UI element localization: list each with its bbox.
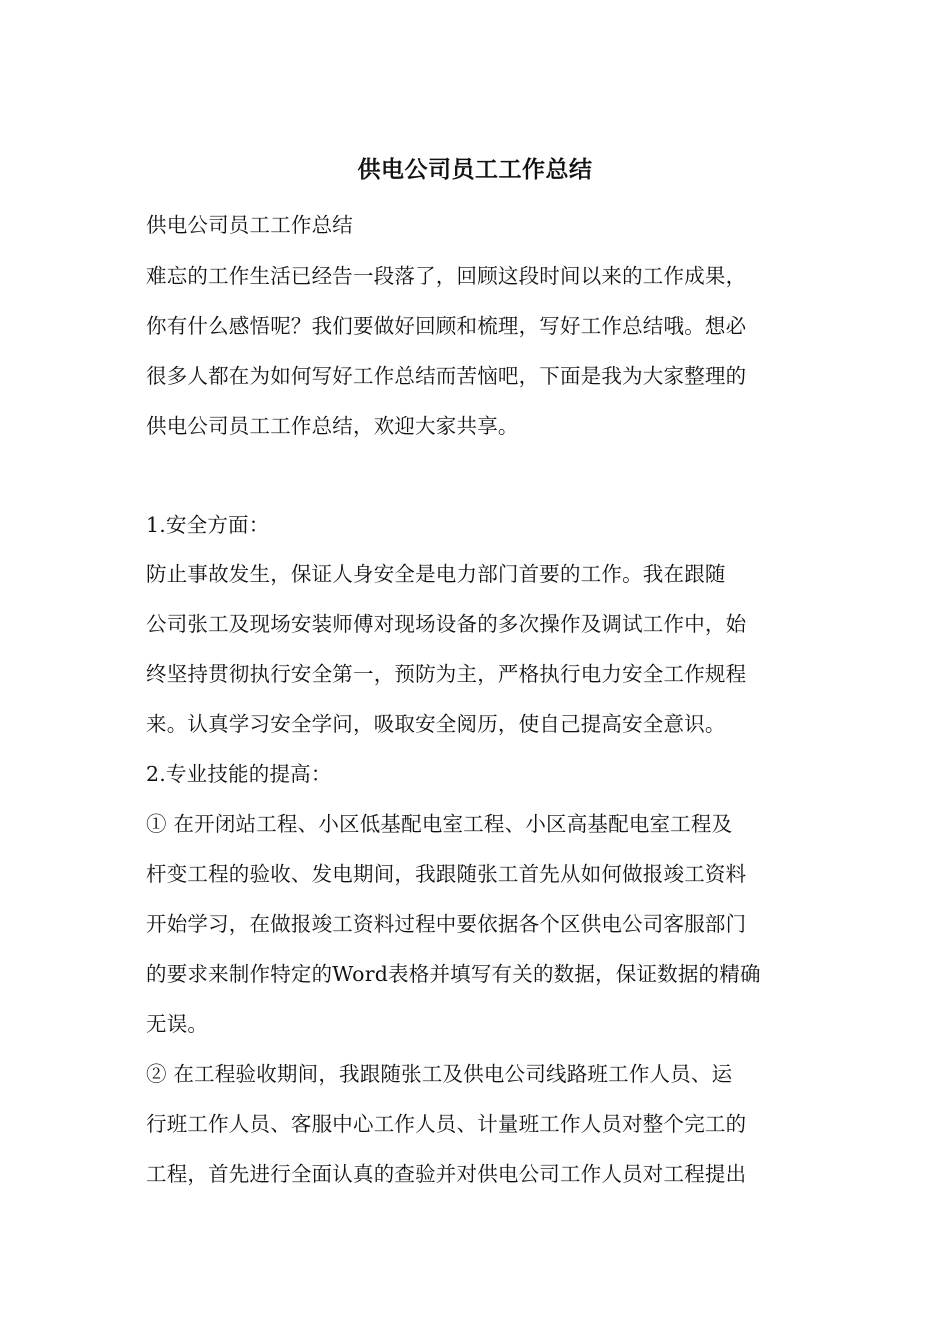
text-line: 供电公司员工工作总结，欢迎大家共享。 bbox=[146, 414, 519, 438]
text-line: 终坚持贯彻执行安全第一，预防为主，严格执行电力安全工作规程 bbox=[146, 662, 747, 686]
text-line: 开始学习，在做报竣工资料过程中要依据各个区供电公司客服部门 bbox=[146, 912, 747, 936]
text-line: 行班工作人员、客服中心工作人员、计量班工作人员对整个完工的 bbox=[146, 1112, 747, 1136]
text-line: 来。认真学习安全学问，吸取安全阅历，使自己提高安全意识。 bbox=[146, 712, 726, 736]
text-line: 公司张工及现场安装师傅对现场设备的多次操作及调试工作中，始 bbox=[146, 612, 747, 636]
section-heading: 2.专业技能的提高： bbox=[146, 762, 332, 786]
document-title: 供电公司员工工作总结 bbox=[357, 156, 593, 183]
text-line: 防止事故发生，保证人身安全是电力部门首要的工作。我在跟随 bbox=[146, 562, 726, 586]
text-line: 无误。 bbox=[146, 1012, 209, 1036]
text-line: ② 在工程验收期间，我跟随张工及供电公司线路班工作人员、运 bbox=[146, 1062, 733, 1086]
section-heading: 1.安全方面： bbox=[146, 513, 270, 537]
text-line: 杆变工程的验收、发电期间，我跟随张工首先从如何做报竣工资料 bbox=[146, 862, 747, 886]
text-line: 难忘的工作生活已经告一段落了，回顾这段时间以来的工作成果， bbox=[146, 264, 747, 288]
text-line: 很多人都在为如何写好工作总结而苦恼吧，下面是我为大家整理的 bbox=[146, 364, 747, 388]
subtitle-line: 供电公司员工工作总结 bbox=[146, 213, 353, 237]
text-line: 你有什么感悟呢？我们要做好回顾和梳理，写好工作总结哦。想必 bbox=[146, 314, 747, 338]
text-line: 的要求来制作特定的Word表格并填写有关的数据，保证数据的精确 bbox=[146, 962, 761, 986]
text-line: ① 在开闭站工程、小区低基配电室工程、小区高基配电室工程及 bbox=[146, 812, 733, 836]
text-line: 工程，首先进行全面认真的查验并对供电公司工作人员对工程提出 bbox=[146, 1162, 747, 1186]
